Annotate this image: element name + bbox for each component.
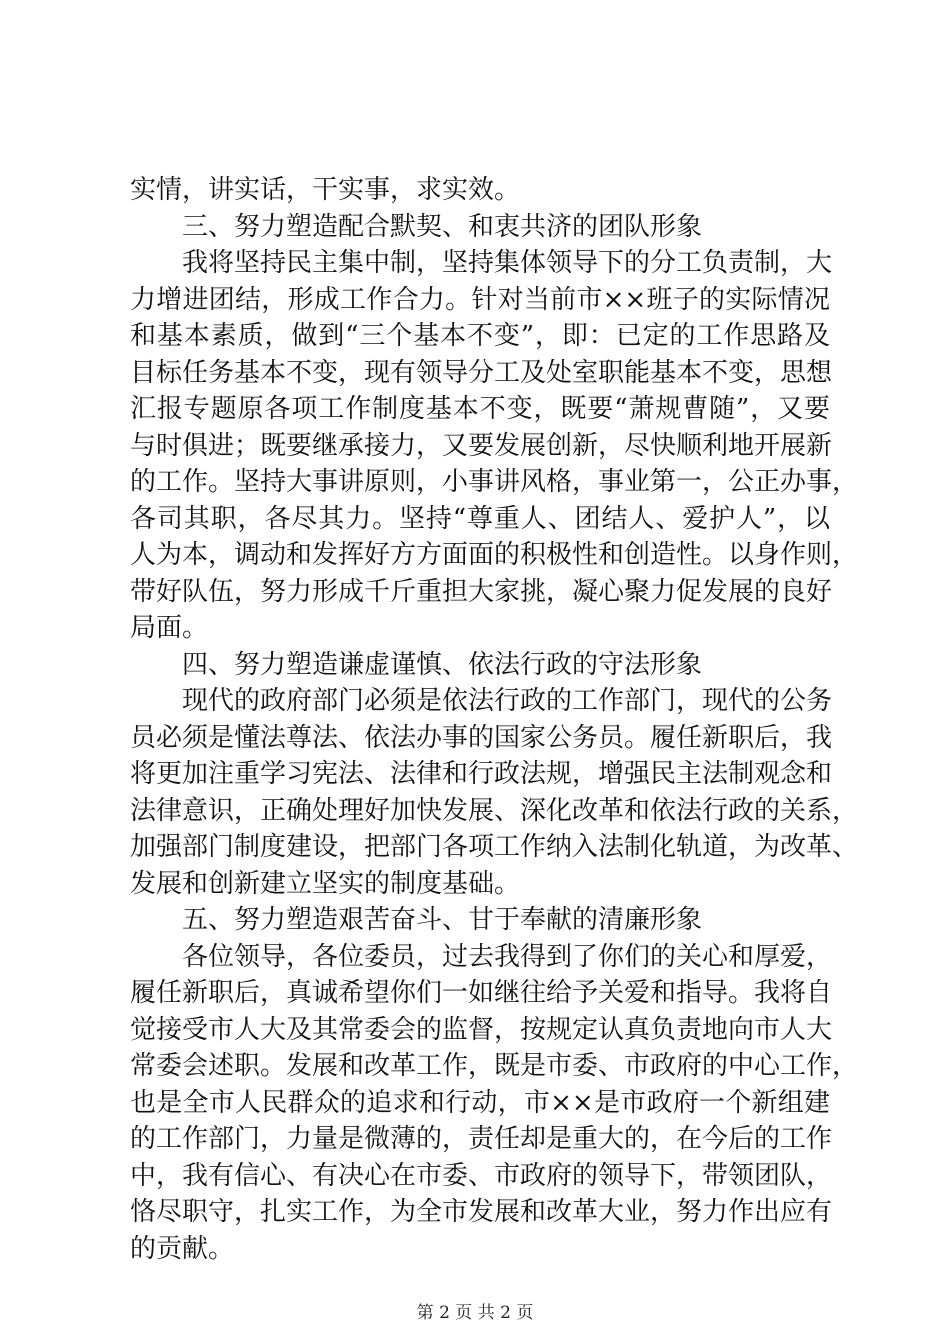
text-line: 中，我有信心、有决心在市委、市政府的领导下，带领团队， bbox=[130, 1160, 833, 1191]
text-line: 目标任务基本不变，现有领导分工及处室职能基本不变，思想 bbox=[130, 357, 833, 388]
text-line: 各位领导，各位委员，过去我得到了你们的关心和厚爱， bbox=[182, 941, 833, 972]
text-line: 汇报专题原各项工作制度基本不变，既要“萧规曹随”，又要 bbox=[130, 394, 830, 424]
text-line: 实情，讲实话，干实事，求实效。 bbox=[130, 175, 521, 205]
text-line: 也是全市人民群众的追求和行动，市××是市政府一个新组建 bbox=[130, 1087, 830, 1118]
text-line: 觉接受市人大及其常委会的监督，按规定认真负责地向市人大 bbox=[130, 1014, 833, 1045]
document-body bbox=[130, 172, 859, 1267]
text-line: 常委会述职。发展和改革工作，既是市委、市政府的中心工作， bbox=[130, 1051, 859, 1081]
text-line: 的工作部门，力量是微薄的，责任却是重大的，在今后的工作 bbox=[130, 1124, 833, 1154]
text-line: 发展和创新建立坚实的制度基础。 bbox=[130, 868, 521, 899]
text-line: 带好队伍，努力形成千斤重担大家挑，凝心聚力促发展的良好 bbox=[130, 576, 833, 607]
text-line: 人为本，调动和发挥好方方面面的积极性和创造性。以身作则， bbox=[130, 540, 859, 570]
text-line: 力增进团结，形成工作合力。针对当前市××班子的实际情况 bbox=[130, 284, 830, 315]
text-line: 履任新职后，真诚希望你们一如继往给予关爱和指导。我将自 bbox=[130, 978, 833, 1008]
text-line: 局面。 bbox=[130, 613, 209, 643]
text-line: 恪尽职守，扎实工作，为全市发展和改革大业，努力作出应有 bbox=[130, 1197, 833, 1227]
text-line: 我将坚持民主集中制，坚持集体领导下的分工负责制，大 bbox=[182, 248, 833, 278]
section-heading: 三、努力塑造配合默契、和衷共济的团队形象 bbox=[182, 211, 703, 242]
text-line: 与时俱进；既要继承接力，又要发展创新，尽快顺利地开展新 bbox=[130, 430, 833, 461]
text-line: 将更加注重学习宪法、法律和行政法规，增强民主法制观念和 bbox=[130, 759, 833, 789]
section-heading: 五、努力塑造艰苦奋斗、甘于奉献的清廉形象 bbox=[182, 905, 703, 935]
text-line: 法律意识，正确处理好加快发展、深化改革和依法行政的关系， bbox=[130, 795, 859, 826]
page-number-footer: 第 2 页 共 2 页 bbox=[416, 1303, 534, 1323]
text-line: 现代的政府部门必须是依法行政的工作部门，现代的公务 bbox=[182, 686, 833, 716]
text-line: 的工作。坚持大事讲原则，小事讲风格，事业第一，公正办事， bbox=[130, 467, 859, 497]
text-line: 各司其职，各尽其力。坚持“尊重人、团结人、爱护人”，以 bbox=[130, 503, 830, 534]
text-line: 员必须是懂法尊法、依法办事的国家公务员。履任新职后，我 bbox=[130, 722, 833, 753]
section-heading: 四、努力塑造谦虚谨慎、依法行政的守法形象 bbox=[182, 649, 703, 680]
text-line: 和基本素质，做到“三个基本不变”，即：已定的工作思路及 bbox=[130, 321, 830, 351]
text-line: 的贡献。 bbox=[130, 1233, 235, 1264]
text-line: 加强部门制度建设，把部门各项工作纳入法制化轨道，为改革、 bbox=[130, 832, 859, 862]
